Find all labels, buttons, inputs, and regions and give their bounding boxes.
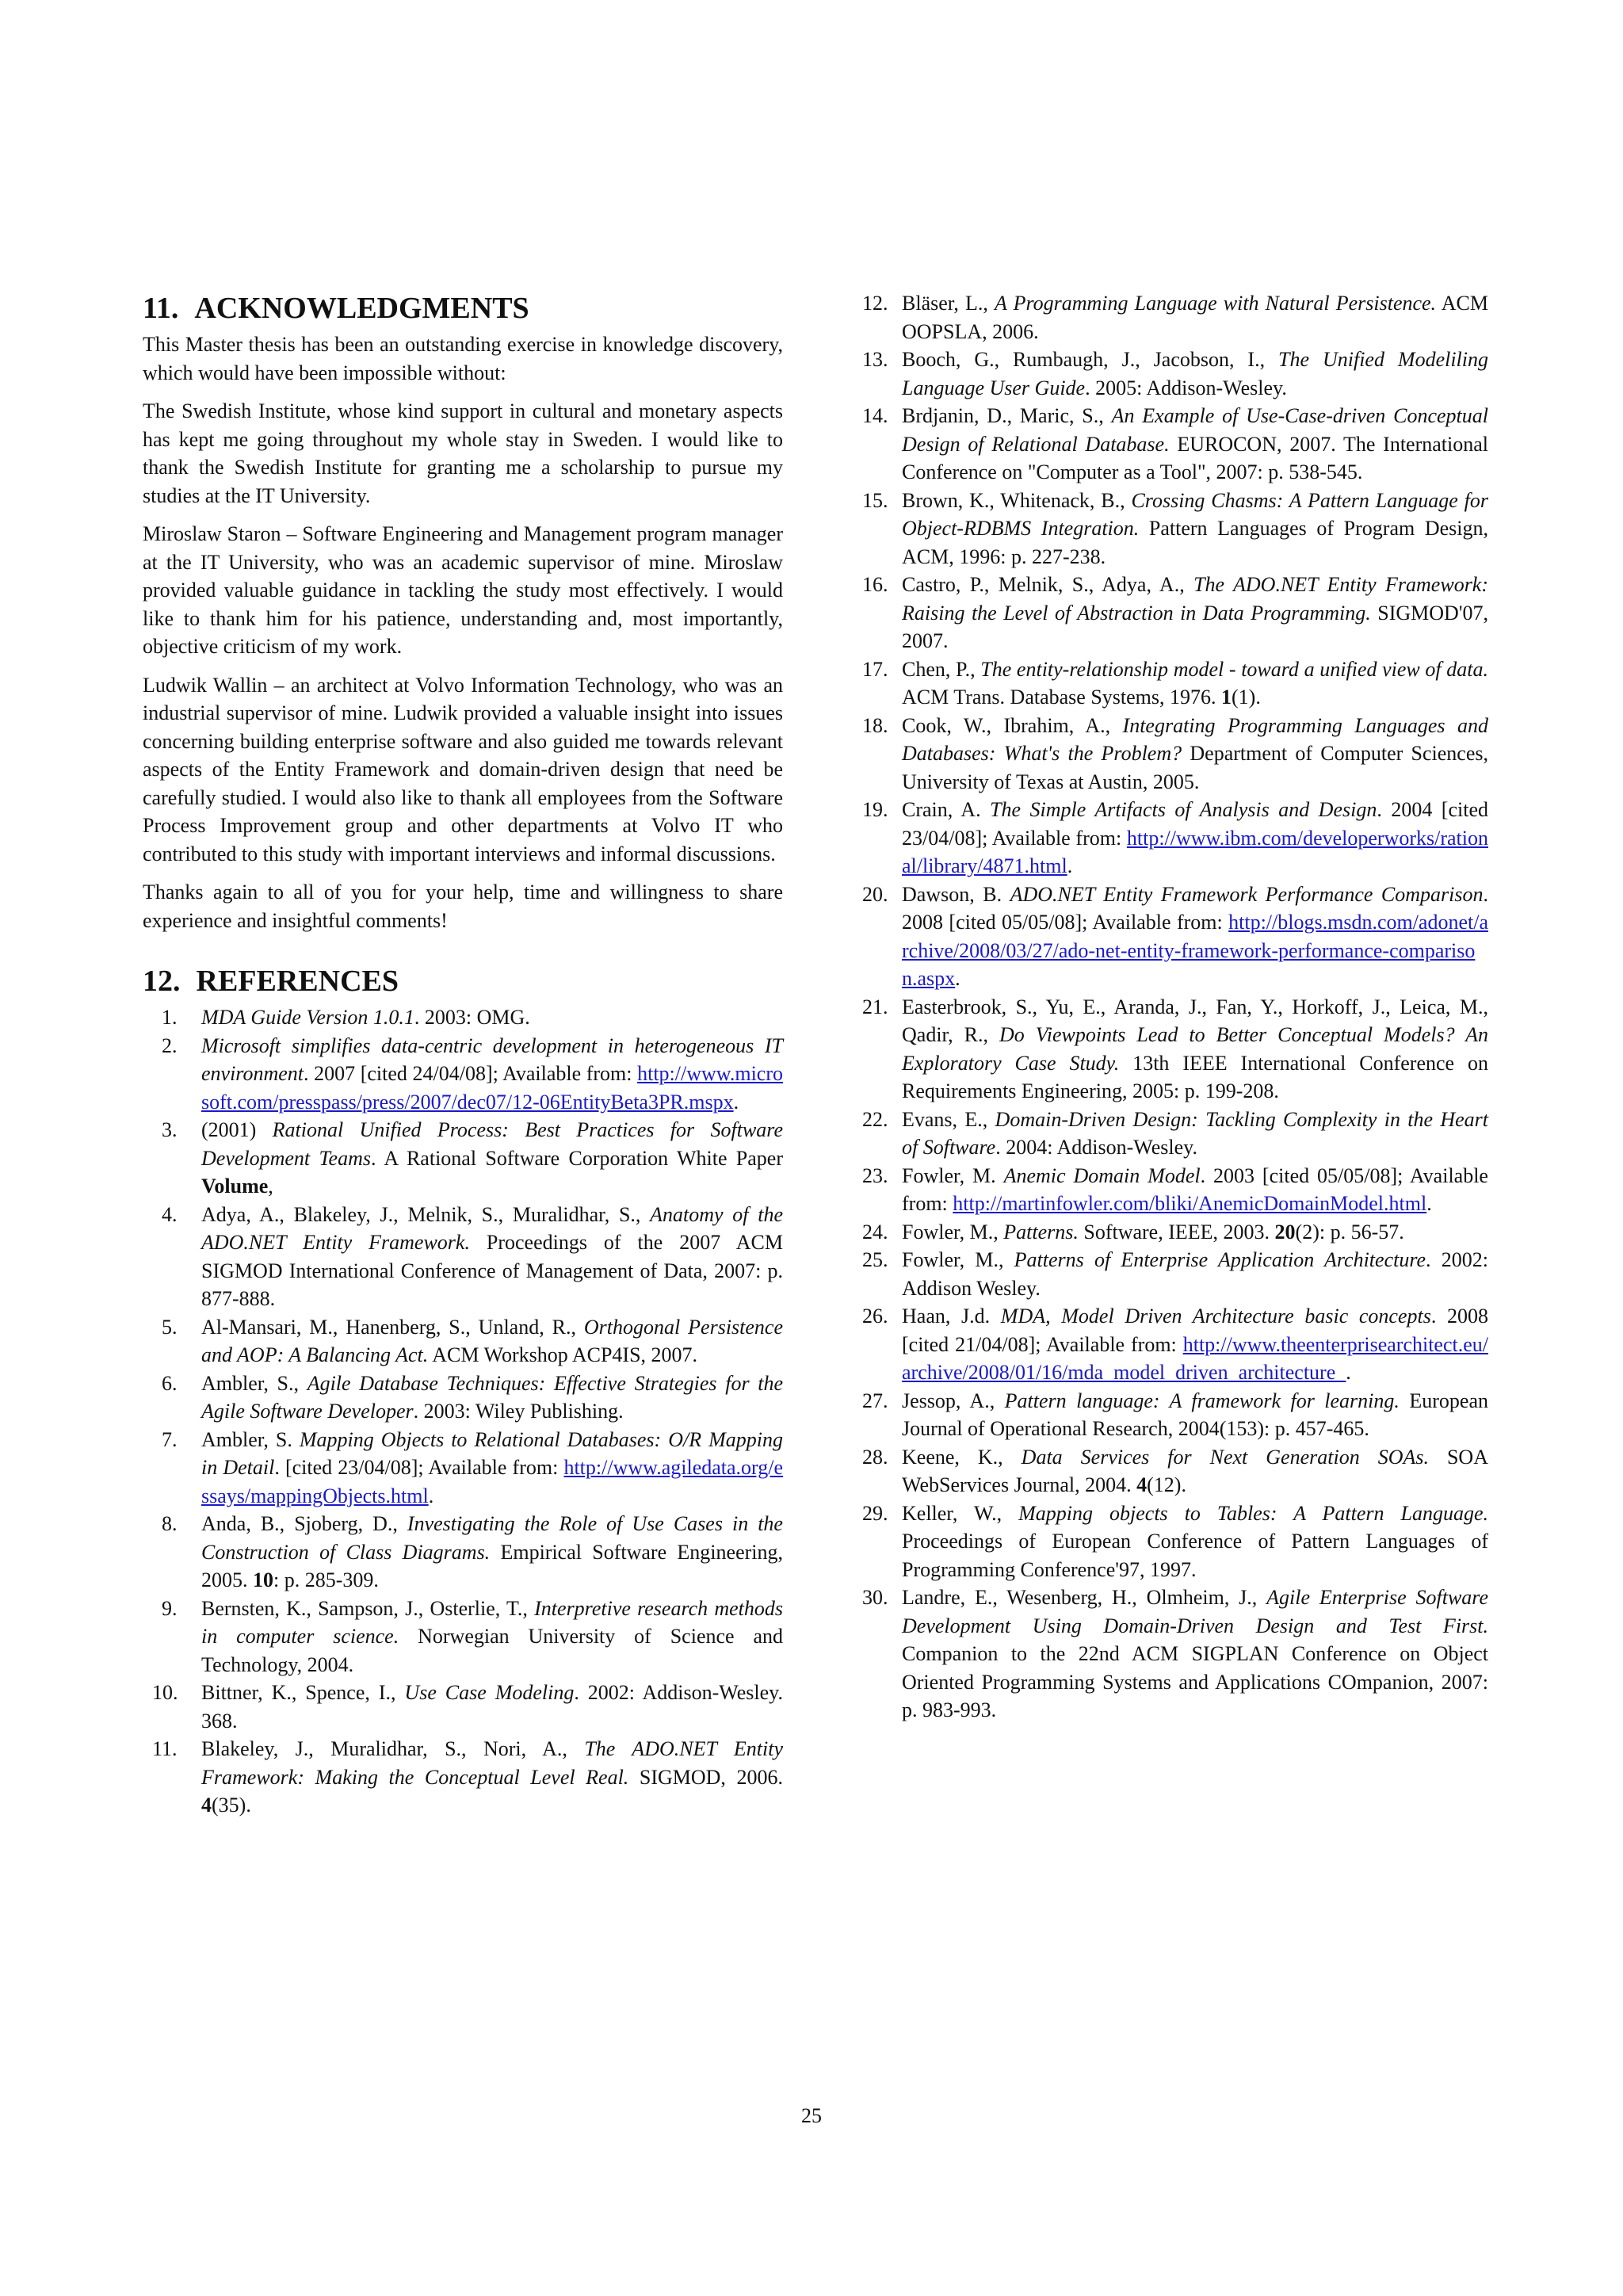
reference-item [143,1003,783,1032]
ack-paragraph: Miroslaw Staron – Software Engineering and Management program manager at the IT University, who was an academic supervisor of mine. Miroslaw provided valuable guidance in tackling the study most effectively. I would like to thank him for his patience, understanding and, most importantly, objective criticism of my work. [143,522,783,658]
reference-item [143,1201,783,1313]
reference-item [856,993,1488,1106]
reference-authors: Evans, E., [902,1107,995,1131]
reference-volume: 1 [1221,686,1232,709]
reference-link[interactable]: http://martinfowler.com/bliki/AnemicDomainModel.html [953,1192,1427,1215]
reference-details: ACM Trans. Database Systems, 1976. [902,686,1222,709]
reference-end: . [1346,1361,1351,1384]
reference-item [856,1499,1488,1584]
right-column [856,289,1488,1725]
reference-details: ACM OOPSLA, 2006. [902,292,1488,343]
reference-title: The ADO.NET Entity Framework: Making the Conceptual Level Real. [201,1737,783,1789]
reference-number: 9. [162,1596,178,1620]
reference-item [856,1162,1488,1218]
reference-authors: Haan, J.d. [902,1305,1001,1328]
reference-details: . 2005: Addison-Wesley. [1085,376,1287,399]
reference-authors: Bittner, K., Spence, I., [201,1681,405,1704]
reference-issue: (1). [1232,686,1261,709]
page-number: 25 [801,2104,822,2127]
reference-authors: Bernsten, K., Sampson, J., Osterlie, T., [201,1596,535,1620]
reference-details: SOA WebServices Journal, 2004. [902,1445,1488,1496]
reference-details: European Journal of Operational Research, 2004(153): p. 457-465. [902,1389,1488,1440]
reference-number: 23. [862,1163,888,1187]
reference-details: . 2002: Addison Wesley. [902,1248,1488,1300]
reference-title: An Example of Use-Case-driven Conceptual Design of Relational Database. [902,404,1488,456]
reference-title: Do Viewpoints Lead to Better Conceptual Models? An Exploratory Case Study. [902,1023,1488,1075]
reference-item [856,655,1488,712]
reference-authors: Landre, E., Wesenberg, H., Olmheim, J., [902,1586,1267,1609]
reference-number: 25. [862,1248,888,1271]
reference-authors: Booch, G., Rumbaugh, J., Jacobson, I., [902,348,1279,371]
reference-details: . 2004: Addison-Wesley. [995,1136,1197,1159]
reference-number: 22. [862,1107,888,1131]
reference-item [856,1443,1488,1499]
reference-volume: Volume [201,1175,269,1198]
reference-link[interactable]: http://blogs.msdn.com/adonet/archive/2008/03/27/ado-net-entity-framework-performance-comparison.aspx [902,911,1488,990]
reference-item [856,1106,1488,1162]
reference-link[interactable]: http://www.ibm.com/developerworks/rational/library/4871.html [902,826,1488,877]
reference-item [143,1679,783,1735]
reference-details: Companion to the 22nd ACM SIGPLAN Conference on Object Oriented Programming Systems and Applications COmpanion, 2007: p. 983-993. [902,1642,1488,1721]
reference-title: ADO.NET Entity Framework Performance Comparison [1010,882,1484,906]
reference-details: . 2007 [cited 24/04/08]; Available from: [304,1062,638,1085]
reference-number: 1. [162,1006,178,1029]
reference-title: Agile Enterprise Software Development Using Domain-Driven Design and Test First. [902,1586,1488,1637]
reference-number: 11. [152,1737,178,1760]
reference-authors: Ambler, S. [201,1427,300,1451]
reference-details: 13th IEEE International Conference on Requirements Engineering, 2005: p. 199-208. [902,1051,1488,1102]
reference-title: MDA, Model Driven Architecture basic concepts [1000,1305,1431,1328]
left-column [143,289,783,1820]
reference-details: . 2003 [cited 05/05/08]; Available from: [902,1163,1488,1215]
reference-number: 6. [162,1371,178,1395]
reference-authors: Keene, K., [902,1445,1022,1469]
reference-title: The ADO.NET Entity Framework: Raising the Level of Abstraction in Data Programming. [902,573,1489,625]
reference-details: Empirical Software Engineering, 2005. [201,1540,783,1591]
references-heading: 12. REFERENCES [143,965,399,998]
reference-item [143,1735,783,1820]
reference-end: . [733,1090,739,1114]
reference-title: Domain-Driven Design: Tackling Complexity in the Heart of Software [902,1107,1489,1159]
reference-number: 18. [862,713,888,737]
reference-details: . [cited 23/04/08]; Available from: [274,1456,564,1479]
reference-item [143,1116,783,1201]
reference-number: 3. [162,1118,178,1141]
reference-authors: Blakeley, J., Muralidhar, S., Nori, A., [201,1737,585,1760]
reference-title: Rational Unified Process: Best Practices for Software Development Teams [201,1118,783,1170]
reference-authors: Easterbrook, S., Yu, E., Aranda, J., Fan, Y., Horkoff, J., Leica, M., Qadir, R., [902,995,1488,1046]
reference-title: Orthogonal Persistence and AOP: A Balancing Act. [201,1315,784,1366]
acknowledgments-heading: 11. ACKNOWLEDGMENTS [143,292,529,325]
reference-authors: Fowler, M., [902,1220,1004,1244]
ack-paragraph: This Master thesis has been an outstanding exercise in knowledge discovery, which would have been impossible without: [143,333,783,384]
reference-issue: (12). [1147,1473,1186,1496]
reference-volume: 10 [253,1568,273,1591]
reference-authors: (2001) [201,1118,273,1141]
reference-details: . 2003: OMG. [414,1006,530,1029]
ack-paragraph: Thanks again to all of you for your help, time and willingness to share experience and insightful comments! [143,881,783,932]
reference-authors: Keller, W., [902,1501,1019,1525]
reference-issue: (35). [212,1794,251,1817]
reference-item [143,1595,783,1679]
reference-item [856,571,1488,655]
reference-title: A Programming Language with Natural Persistence. [995,292,1437,315]
reference-title: Agile Database Techniques: Effective Strategies for the Agile Software Developer [201,1371,784,1423]
reference-item [856,346,1488,402]
reference-title: MDA Guide Version 1.0.1 [201,1006,414,1029]
reference-details: . 2003: Wiley Publishing. [413,1400,624,1423]
reference-item [856,1387,1488,1443]
reference-item [856,881,1488,993]
reference-number: 19. [862,798,888,821]
reference-item [856,1302,1488,1387]
reference-issue: : p. 285-309. [273,1568,379,1591]
reference-authors: Fowler, M. [902,1163,1004,1187]
reference-title: The entity-relationship model - toward a unified view of data. [980,657,1488,681]
reference-item [856,289,1488,346]
reference-number: 10. [152,1681,178,1704]
reference-item [856,712,1488,797]
reference-end: . [428,1484,434,1507]
reference-volume: 20 [1274,1220,1296,1244]
reference-number: 15. [862,488,888,512]
reference-number: 14. [862,404,888,427]
reference-link[interactable]: http://www.agiledata.org/essays/mappingObjects.html [201,1456,783,1507]
reference-item [856,796,1488,881]
reference-title: Investigating the Role of Use Cases in the Construction of Class Diagrams. [201,1512,783,1564]
reference-number: 28. [862,1445,888,1469]
reference-item [856,1246,1488,1302]
reference-title: Anatomy of the ADO.NET Entity Framework. [201,1202,783,1254]
reference-item [856,402,1488,487]
reference-authors: Brown, K., Whitenack, B., [902,488,1132,512]
reference-authors: Bläser, L., [902,292,995,315]
reference-item [143,1370,783,1426]
reference-authors: Fowler, M., [902,1248,1014,1271]
reference-issue: (2): p. 56-57. [1295,1220,1404,1244]
reference-number: 16. [862,573,888,596]
reference-number: 17. [862,657,888,681]
reference-number: 29. [862,1501,888,1525]
reference-details: Department of Computer Sciences, University of Texas at Austin, 2005. [902,742,1488,793]
reference-item [143,1426,783,1511]
reference-item [143,1510,783,1595]
reference-link[interactable]: http://www.microsoft.com/presspass/press/2007/dec07/12-06EntityBeta3PR.mspx [201,1062,783,1114]
reference-number: 4. [162,1202,178,1226]
reference-title: Crossing Chasms: A Pattern Language for Object-RDBMS Integration. [902,488,1488,540]
reference-number: 2. [162,1033,178,1057]
reference-number: 21. [862,995,888,1018]
reference-item [856,1218,1488,1247]
reference-details: . 2008 [cited 21/04/08]; Available from: [902,1305,1488,1356]
reference-details: . A Rational Software Corporation White Paper [370,1146,783,1170]
reference-issue: , [268,1175,273,1198]
reference-authors: Brdjanin, D., Maric, S., [902,404,1112,427]
reference-number: 24. [862,1220,888,1244]
reference-details: . 2004 [cited 23/04/08]; Available from: [902,798,1488,850]
reference-number: 5. [162,1315,178,1339]
references-list-left [143,1003,783,1820]
reference-item [856,487,1488,571]
reference-details: EUROCON, 2007. The International Conference on "Computer as a Tool", 2007: p. 538-545. [902,432,1488,483]
reference-number: 27. [862,1389,888,1412]
reference-number: 26. [862,1305,888,1328]
reference-details: Proceedings of the 2007 ACM SIGMOD International Conference of Management of Data, 2007: p. 877-888. [201,1231,783,1310]
reference-end: . [955,967,960,990]
reference-title: Data Services for Next Generation SOAs. [1021,1445,1429,1469]
reference-authors: Chen, P., [902,657,981,681]
reference-title: Patterns. [1003,1220,1079,1244]
reference-authors: Crain, A. [902,798,991,821]
reference-details: Software, IEEE, 2003. [1078,1220,1275,1244]
reference-title: Mapping objects to Tables: A Pattern Language. [1018,1501,1489,1525]
ack-paragraph: The Swedish Institute, whose kind support in cultural and monetary aspects has kept me going throughout my whole stay in Sweden. I would like to thank the Swedish Institute for granting me a scholarship to pursue my studies at the IT University. [143,399,783,507]
reference-item [143,1313,783,1370]
reference-title: The Simple Artifacts of Analysis and Design [990,798,1377,821]
reference-details: . 2002: Addison-Wesley. 368. [201,1681,783,1733]
reference-number: 30. [862,1586,888,1609]
references-list-right [856,289,1488,1725]
reference-title: Integrating Programming Languages and Databases: What's the Problem? [902,713,1488,765]
reference-title: Anemic Domain Model [1003,1163,1201,1187]
reference-details: ACM Workshop ACP4IS, 2007. [428,1343,698,1366]
reference-authors: Anda, B., Sjoberg, D., [201,1512,407,1535]
reference-title: Pattern language: A framework for learning. [1004,1389,1400,1412]
reference-authors: Dawson, B. [902,882,1010,906]
reference-number: 7. [162,1427,178,1451]
reference-details: . 2008 [cited 05/05/08]; Available from: [902,882,1488,934]
reference-title: Use Case Modeling [404,1681,575,1704]
reference-end: . [1426,1192,1432,1215]
reference-number: 13. [862,348,888,371]
reference-title: Interpretive research methods in computer science. [201,1596,783,1648]
reference-end: . [1067,854,1073,877]
reference-link[interactable]: http://www.theenterprisearchitect.eu/archive/2008/01/16/mda_model_driven_architecture_ [902,1332,1488,1384]
reference-authors: Castro, P., Melnik, S., Adya, A., [902,573,1194,596]
reference-title: Patterns of Enterprise Application Architecture [1014,1248,1426,1271]
reference-authors: Ambler, S., [201,1371,307,1395]
reference-title: Mapping Objects to Relational Databases: O/R Mapping in Detail [201,1427,783,1479]
reference-number: 12. [862,292,888,315]
reference-details: SIGMOD'07, 2007. [902,601,1488,652]
reference-authors: Adya, A., Blakeley, J., Melnik, S., Muralidhar, S., [201,1202,651,1226]
reference-number: 20. [862,882,888,906]
reference-item [143,1032,783,1117]
reference-details: Norwegian University of Science and Technology, 2004. [201,1625,783,1676]
reference-authors: Jessop, A., [902,1389,1005,1412]
reference-item [856,1584,1488,1725]
reference-number: 8. [162,1512,178,1535]
reference-authors: Al-Mansari, M., Hanenberg, S., Unland, R., [201,1315,584,1339]
reference-details: Pattern Languages of Program Design, ACM, 1996: p. 227-238. [902,517,1489,568]
reference-title: The Unified Modeliling Language User Guide [902,348,1488,399]
reference-volume: 4 [1136,1473,1148,1496]
reference-title: Microsoft simplifies data-centric development in heterogeneous IT environment [201,1033,783,1085]
reference-volume: 4 [201,1794,212,1817]
reference-details: Proceedings of European Conference of Pattern Languages of Programming Conference'97, 1997. [902,1530,1488,1581]
ack-paragraph: Ludwik Wallin – an architect at Volvo Information Technology, who was an industrial supervisor of mine. Ludwik provided a valuable insight into issues concerning building enterprise software and also guided me towards relevant aspects of the Entity Framework and domain-driven design that need be carefully studied. I would also like to thank all employees from the Software Process Improvement group and other departments at Volvo IT who contributed to this study with important interviews and informal discussions. [143,673,783,865]
reference-authors: Cook, W., Ibrahim, A., [902,713,1123,737]
reference-details: SIGMOD, 2006. [628,1765,783,1789]
